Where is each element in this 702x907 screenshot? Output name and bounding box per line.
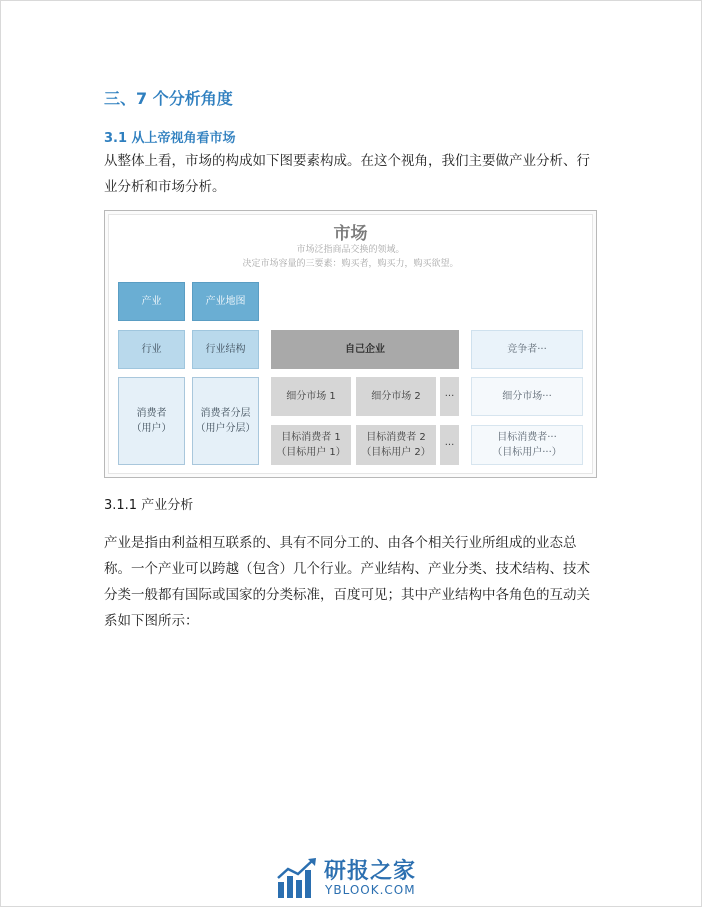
box-target-more-label: ··· — [444, 439, 455, 451]
subsubsection-title: 3.1.1 产业分析 — [104, 498, 194, 513]
box-consumer-segment-line2: （用户分层） — [195, 423, 256, 434]
box-target-1-line2: （目标用户 1） — [276, 447, 346, 458]
box-own-company — [271, 330, 459, 369]
box-comp-target — [471, 425, 583, 465]
subsection-title: 3.1 从上帝视角看市场 — [104, 131, 236, 146]
box-sector — [118, 330, 185, 369]
diagram-desc-2: 决定市场容量的三要素：购买者，购买力，购买欲望。 — [242, 259, 459, 269]
box-comp-segment — [471, 377, 583, 416]
box-industry — [118, 282, 185, 321]
box-target-2 — [356, 425, 436, 465]
section-title: 三、7 个分析角度 — [104, 89, 233, 108]
box-sector-structure-label: 行业结构 — [205, 344, 246, 355]
box-target-more — [440, 425, 459, 465]
paragraph-intro: 从整体上看，市场的构成如下图要素构成。在这个视角，我们主要做产业分析、行业分析和市场分析。 — [104, 153, 590, 195]
box-target-1 — [271, 425, 351, 465]
box-consumer-line1: 消费者 — [136, 408, 167, 419]
box-comp-target-line2: （目标用户···） — [492, 447, 562, 458]
box-sector-structure — [192, 330, 259, 369]
box-target-2-line1: 目标消费者 2 — [366, 432, 426, 443]
box-consumer-line2: （用户） — [131, 423, 172, 434]
bar-chart-logo-icon — [276, 856, 320, 900]
box-industry-label: 产业 — [141, 296, 162, 307]
box-industry-map-label: 产业地图 — [205, 296, 246, 307]
logo-text-en: YBLOOK.COM — [325, 883, 416, 897]
box-segment-1 — [271, 377, 351, 416]
box-consumer — [118, 377, 185, 465]
box-comp-segment-label: 细分市场··· — [502, 391, 552, 402]
logo-text-cn: 研报之家 — [324, 859, 417, 884]
diagram-title: 市场 — [333, 224, 368, 244]
box-segment-2 — [356, 377, 436, 416]
box-industry-map — [192, 282, 259, 321]
box-segment-more-label: ··· — [444, 391, 455, 402]
box-segment-more — [440, 377, 459, 416]
market-diagram — [104, 210, 597, 478]
box-comp-target-line1: 目标消费者··· — [497, 432, 557, 443]
diagram-desc-1: 市场泛指商品交换的领域。 — [296, 245, 405, 255]
box-target-1-line1: 目标消费者 1 — [281, 432, 341, 443]
site-logo — [276, 856, 436, 900]
paragraph-industry: 产业是指由利益相互联系的、具有不同分工的、由各个相关行业所组成的业态总称。一个产业可以跨越（包含）几个行业。产业结构、产业分类、技术结构、技术分类一般都有国际或国家的分类标准，百度可见；其中产业结构中各角色的互动关系如下图所示： — [104, 535, 590, 629]
box-sector-label: 行业 — [141, 344, 162, 355]
box-consumer-segment-line1: 消费者分层 — [200, 408, 251, 419]
box-consumer-segment — [192, 377, 259, 465]
box-competitor — [471, 330, 583, 369]
box-own-company-label: 自己企业 — [345, 344, 385, 355]
box-segment-1-label: 细分市场 1 — [286, 391, 336, 402]
box-segment-2-label: 细分市场 2 — [371, 391, 421, 402]
box-competitor-label: 竞争者··· — [507, 344, 547, 355]
box-target-2-line2: （目标用户 2） — [361, 447, 431, 458]
